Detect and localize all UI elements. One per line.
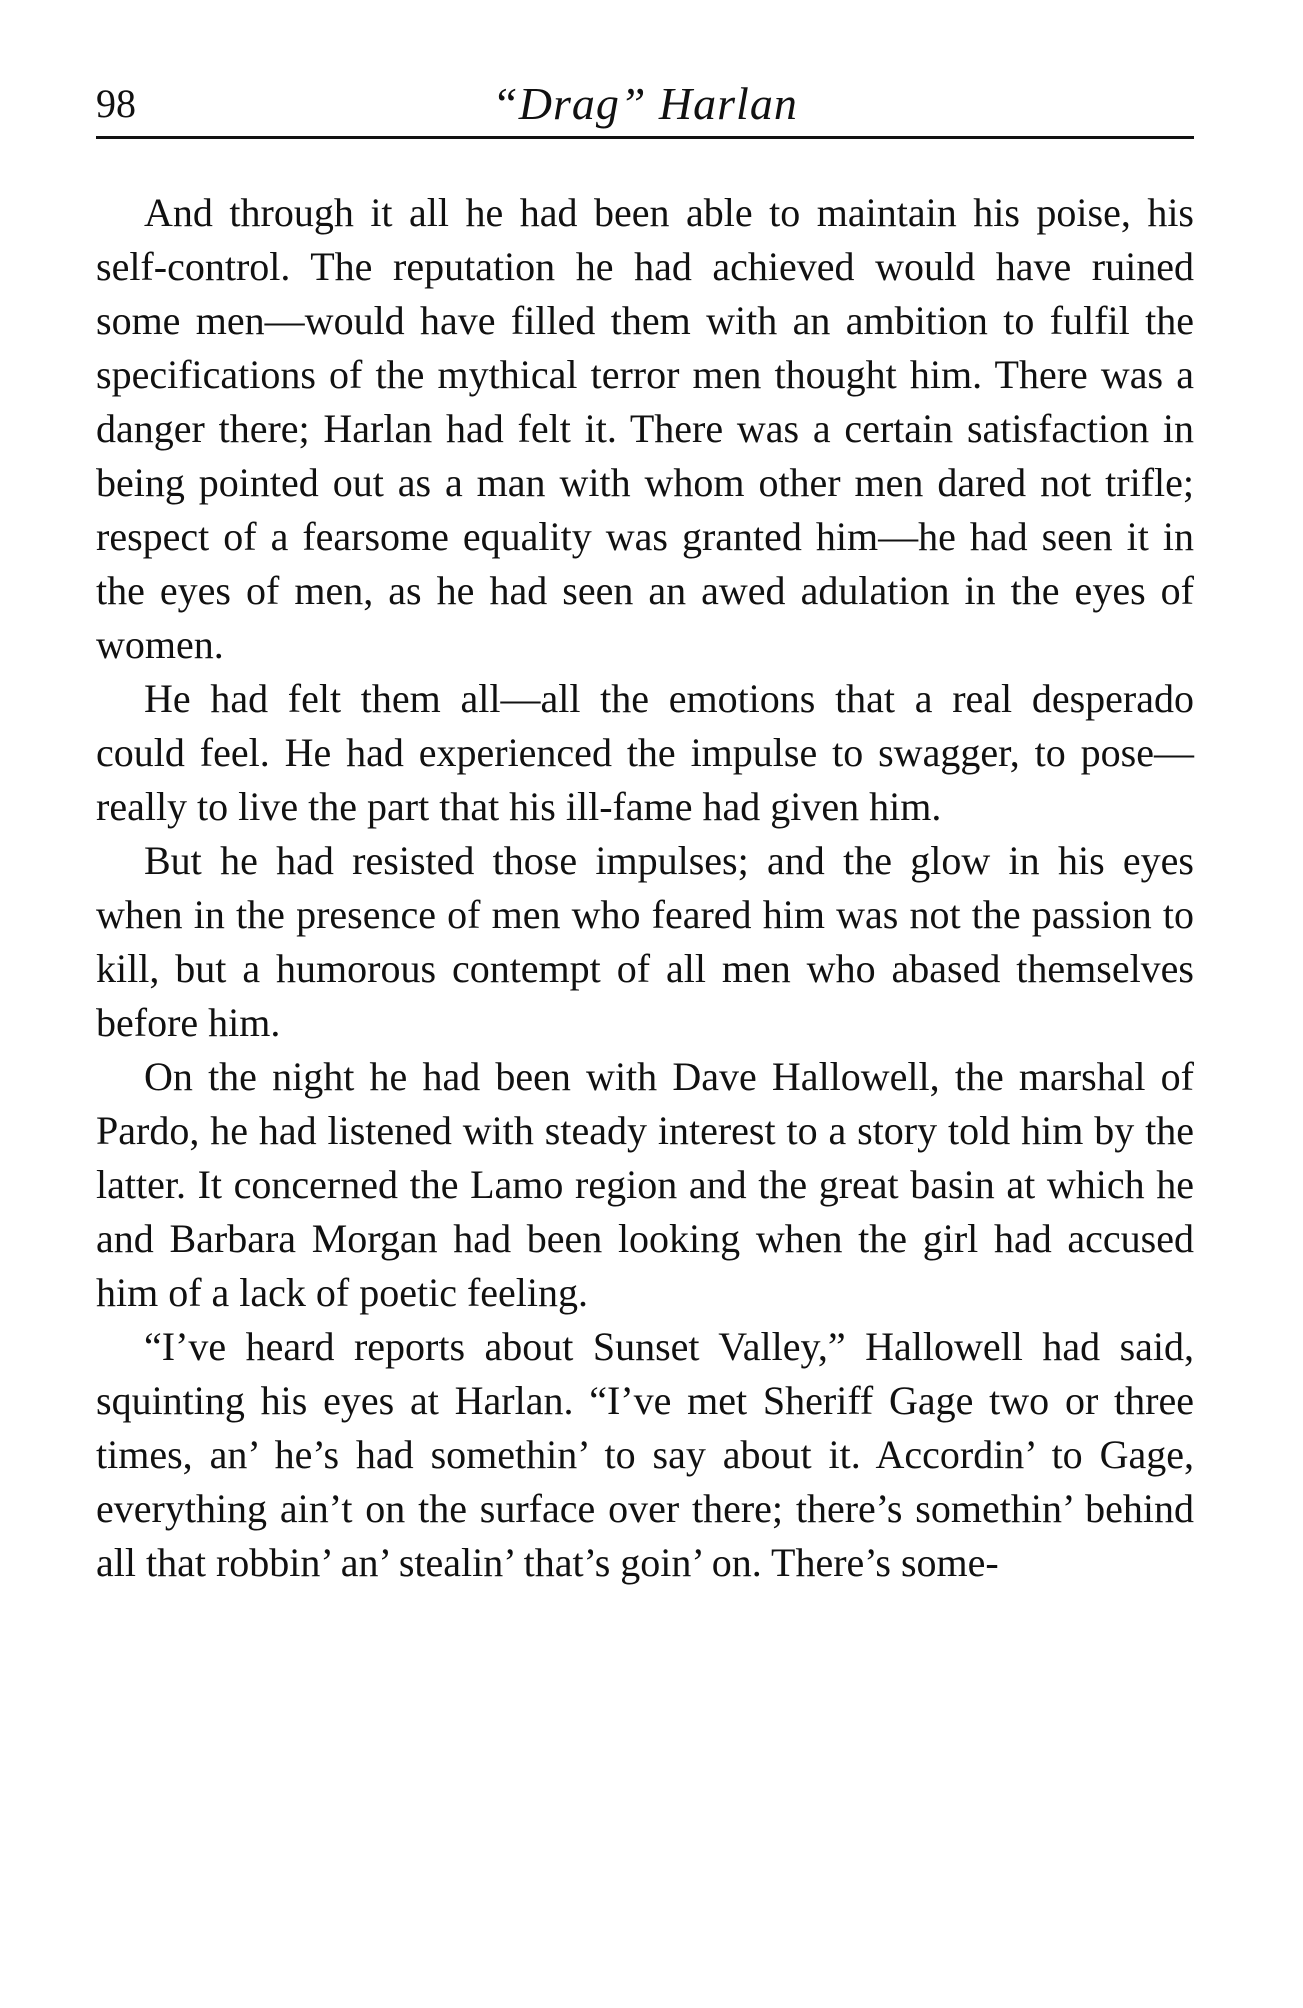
page-header (96, 74, 1194, 134)
page-number: 98 (96, 81, 136, 126)
paragraph-1: And through it all he had been able to maintain his poise, his self-control. The reputation he had achieved would have ruined some men—would have filled them with an ambition to fulfil the specifications of the mythical terror men thought him. There was a danger there; Harlan had felt it. There was a certain satisfaction in being pointed out as a man with whom other men dared not trifle; respect of a fearsome equality was granted him—he had seen it in the eyes of men, as he had seen an awed adulation in the eyes of women. (96, 190, 1194, 667)
paragraph-2: He had felt them all—all the emotions that a real desperado could feel. He had experienced the impulse to swagger, to pose—really to live the part that his ill-fame had given him. (96, 676, 1194, 829)
paragraph-5: “I’ve heard reports about Sunset Valley,” Hallowell had said, squinting his eyes at Harlan. “I’ve met Sheriff Gage two or three times, an’ he’s had somethin’ to say about it. Accordin’ to Gage, everything ain’t on the surface over there; there’s somethin’ behind all that robbin’ an’ stealin’ that’s goin’ on. There’s some- (96, 1324, 1194, 1585)
paragraph-3: But he had resisted those impulses; and the glow in his eyes when in the presence of men who feared him was not the passion to kill, but a humorous contempt of all men who abased themselves before him. (96, 838, 1194, 1045)
paragraph-4: On the night he had been with Dave Hallowell, the marshal of Pardo, he had listened with steady interest to a story told him by the latter. It concerned the Lamo region and the great basin at which he and Barbara Morgan had been looking when the girl had accused him of a lack of poetic feeling. (96, 1054, 1194, 1315)
body-text (96, 186, 1194, 1590)
header-rule (96, 136, 1194, 139)
running-title: “Drag” Harlan (492, 78, 798, 129)
